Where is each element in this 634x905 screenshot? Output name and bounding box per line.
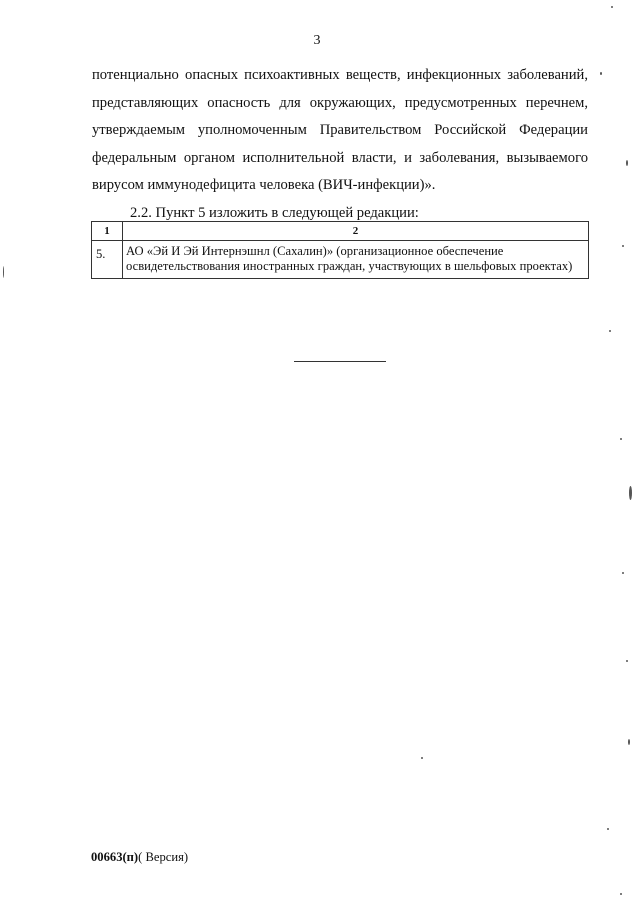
scan-speck bbox=[620, 438, 622, 440]
amendment-table bbox=[91, 221, 589, 279]
table-cell-text: АО «Эй И Эй Интернэшнл (Сахалин)» (организационное обеспечение освидетельствования иностранных граждан, участвующих в шельфовых проектах) bbox=[123, 241, 589, 279]
paragraph-item-2-2: 2.2. Пункт 5 изложить в следующей редакции: bbox=[130, 204, 419, 221]
scan-speck bbox=[629, 486, 632, 500]
scan-speck bbox=[622, 572, 624, 574]
table-header-col-1: 1 bbox=[92, 222, 123, 241]
separator-line bbox=[294, 361, 386, 362]
scan-speck bbox=[607, 828, 609, 830]
scan-speck bbox=[3, 266, 4, 278]
paragraph-continuation: потенциально опасных психоактивных веществ, инфекционных заболеваний, представляющих опасность для окружающих, предусмотренных перечнем, утверждаемым уполномоченным Правительством Российской Федерации федеральным органом исполнительной власти, и заболевания, вызываемого вирусом иммунодефицита человека (ВИЧ-инфекции)». bbox=[92, 67, 588, 193]
scan-speck bbox=[609, 330, 611, 332]
document-code bbox=[91, 850, 188, 865]
document-body bbox=[92, 62, 588, 227]
scan-speck bbox=[620, 893, 622, 895]
table-cell-number: 5. bbox=[92, 241, 123, 279]
scan-speck bbox=[600, 72, 602, 75]
document-version: ( Версия) bbox=[138, 850, 189, 864]
table-row bbox=[92, 241, 589, 279]
scan-speck bbox=[421, 757, 423, 759]
page-number: 3 bbox=[313, 33, 321, 48]
scan-speck bbox=[611, 6, 613, 8]
scan-speck bbox=[628, 739, 630, 745]
document-code-number: 00663(п) bbox=[91, 850, 139, 864]
scan-speck bbox=[626, 160, 628, 166]
table-header-row bbox=[92, 222, 589, 241]
scan-speck bbox=[622, 245, 624, 247]
scan-speck bbox=[626, 660, 628, 662]
table-header-col-2: 2 bbox=[123, 222, 589, 241]
